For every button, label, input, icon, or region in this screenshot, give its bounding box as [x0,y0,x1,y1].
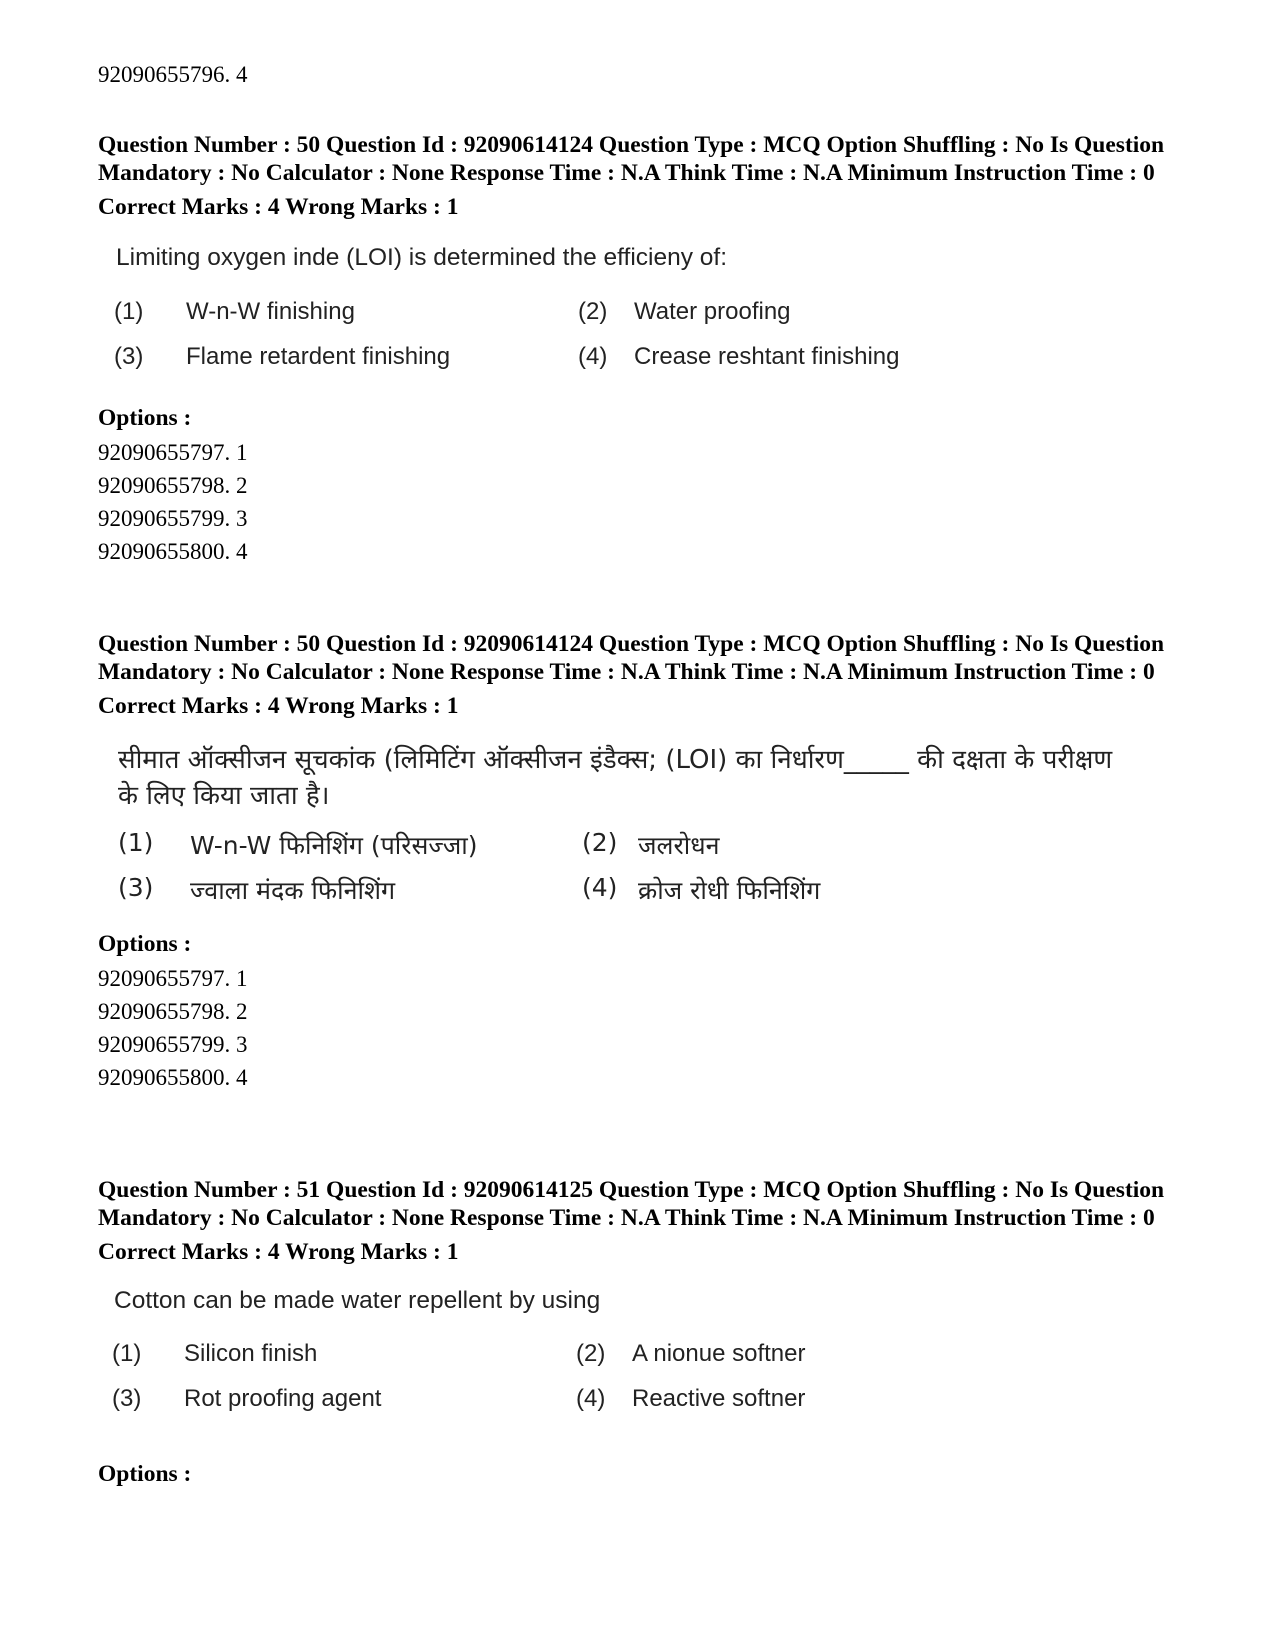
choice-number: (4) [576,1385,606,1412]
choice-number: (3) [112,1385,142,1412]
choice-number: (1) [112,1340,142,1367]
option-item: 92090655798. 2 [98,473,248,498]
question-text: Cotton can be made water repellent by using [114,1287,601,1314]
choice-number: (2) [578,298,608,325]
options-label: Options : [98,1461,192,1487]
question-marks: Correct Marks : 4 Wrong Marks : 1 [98,194,459,220]
option-item: 92090655798. 2 [98,999,248,1024]
question-block-3 [98,1176,1198,1488]
choice-grid [98,1340,1198,1432]
choice-text: W-n-W finishing [186,298,355,325]
choice-number: (1) [118,828,154,857]
question-text: Limiting oxygen inde (LOI) is determined the efficieny of: [116,244,728,271]
choice-number: (1) [114,298,144,325]
choice-text: ज्वाला मंदक फिनिशिंग [190,876,396,905]
option-item: 92090655797. 1 [98,440,248,465]
choice-text: Silicon finish [184,1340,318,1367]
choice-text: क्रोज रोधी फिनिशिंग [638,876,821,905]
question-block-1 [98,131,1198,568]
options-label: Options : [98,931,192,957]
option-item: 92090655800. 4 [98,539,248,564]
choice-number: (2) [576,1340,606,1367]
choice-text: Reactive softner [632,1385,806,1412]
option-item: 92090655800. 4 [98,1065,248,1090]
choice-number: (4) [578,343,608,370]
question-block-2 [98,630,1198,1094]
option-item: 92090655799. 3 [98,1032,248,1057]
choice-number: (2) [582,828,618,857]
choice-grid [98,828,1198,920]
option-item: 92090655799. 3 [98,506,248,531]
question-marks: Correct Marks : 4 Wrong Marks : 1 [98,1239,459,1265]
choice-text: Crease reshtant finishing [634,343,900,370]
choice-text: W-n-W फिनिशिंग (परिसज्जा) [190,831,478,860]
options-label: Options : [98,405,192,431]
choice-text: Rot proofing agent [184,1385,382,1412]
choice-text: जलरोधन [638,831,720,860]
question-marks: Correct Marks : 4 Wrong Marks : 1 [98,693,459,719]
choice-grid [98,298,1198,390]
choice-text: Flame retardent finishing [186,343,451,370]
choice-number: (4) [582,873,618,902]
question-meta: Question Number : 51 Question Id : 92090614125 Question Type : MCQ Option Shuffling : No Is Question Mandatory : No Calculator : None Response Time : N.A Think Time : N.A Minimum Instruction Time : 0 [98,1177,1165,1231]
option-list [98,962,1198,1094]
choice-text: A nionue softner [632,1340,806,1367]
option-item: 92090655797. 1 [98,966,248,991]
choice-number: (3) [114,343,144,370]
question-text: सीमात ऑक्सीजन सूचकांक (लिमिटिंग ऑक्सीजन इंडैक्स; (LOI) का निर्धारण_____ की दक्षता के परीक्षण के लिए किया जाता है। [118,745,1113,811]
choice-text: Water proofing [634,298,791,325]
question-meta: Question Number : 50 Question Id : 92090614124 Question Type : MCQ Option Shuffling : No Is Question Mandatory : No Calculator : None Response Time : N.A Think Time : N.A Minimum Instruction Time : 0 [98,631,1165,685]
choice-number: (3) [118,873,154,902]
previous-option-line: 92090655796. 4 [98,62,248,87]
question-meta: Question Number : 50 Question Id : 92090614124 Question Type : MCQ Option Shuffling : No Is Question Mandatory : No Calculator : None Response Time : N.A Think Time : N.A Minimum Instruction Time : 0 [98,132,1165,186]
option-list [98,436,1198,568]
